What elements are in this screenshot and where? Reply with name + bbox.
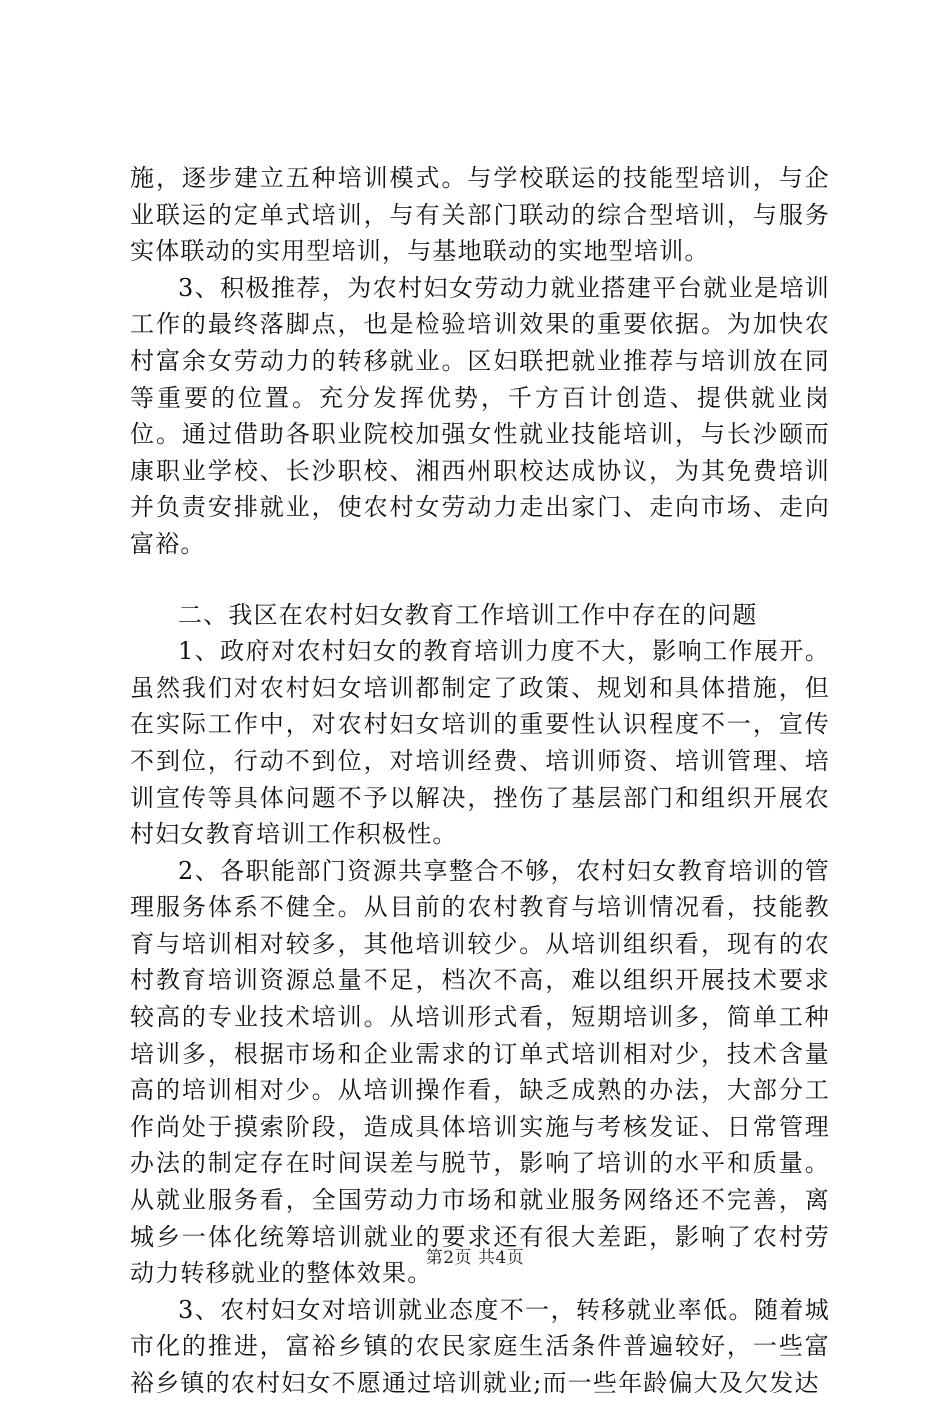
paragraph-continuation: 施，逐步建立五种培训模式。与学校联运的技能型培训，与企业联运的定单式培训，与有关部门联动的综合型培训，与服务实体联动的实用型培训，与基地联动的实地型培训。 (130, 164, 830, 266)
section-spacer (130, 563, 830, 597)
section-heading: 二、我区在农村妇女教育工作培训工作中存在的问题 (178, 600, 758, 629)
paragraph-issue-2: 2、各职能部门资源共享整合不够，农村妇女教育培训的管理服务体系不健全。从目前的农村教育与培训情况看，技能教育与培训相对较多，其他培训较少。从培训组织看，现有的农村教育培训资源总量不足，档次不高，难以组织开展技术要求较高的专业技术培训。从培训形式看，短期培训多，简单工种培训多，根据市场和企业需求的订单式培训相对少，技术含量高的培训相对少。从培训操作看，缺乏成熟的办法，大部分工作尚处于摸索阶段，造成具体培训实施与考核发证、日常管理办法的制定存在时间误差与脱节，影响了培训的水平和质量。从就业服务看，全国劳动力市场和就业服务网络还不完善，离城乡一体化统筹培训就业的要求还有很大差距，影响了农村劳动力转移就业的整体效果。 (130, 856, 830, 1288)
document-body (130, 160, 830, 1402)
page-number-footer: 第2页 共4页 (425, 1248, 525, 1268)
paragraph-issue-1: 1、政府对农村妇女的教育培训力度不大，影响工作展开。虽然我们对农村妇女培训都制定了政策、规划和具体措施，但在实际工作中，对农村妇女培训的重要性认识程度不一，宣传不到位，行动不到位，对培训经费、培训师资、培训管理、培训宣传等具体问题不予以解决，挫伤了基层部门和组织开展农村妇女教育培训工作积极性。 (130, 637, 830, 849)
paragraph-employment-recommendation: 3、积极推荐，为农村妇女劳动力就业搭建平台就业是培训工作的最终落脚点，也是检验培训效果的重要依据。为加快农村富余女劳动力的转移就业。区妇联把就业推荐与培训放在同等重要的位置。充分发挥优势，千方百计创造、提供就业岗位。通过借助各职业院校加强女性就业技能培训，与长沙颐而康职业学校、长沙职校、湘西州职校达成协议，为其免费培训并负责安排就业，使农村女劳动力走出家门、走向市场、走向富裕。 (130, 273, 830, 558)
paragraph-issue-3: 3、农村妇女对培训就业态度不一，转移就业率低。随着城市化的推进，富裕乡镇的农民家庭生活条件普遍较好，一些富裕乡镇的农村妇女不愿通过培训就业;而一些年龄偏大及欠发达 (130, 1295, 830, 1397)
